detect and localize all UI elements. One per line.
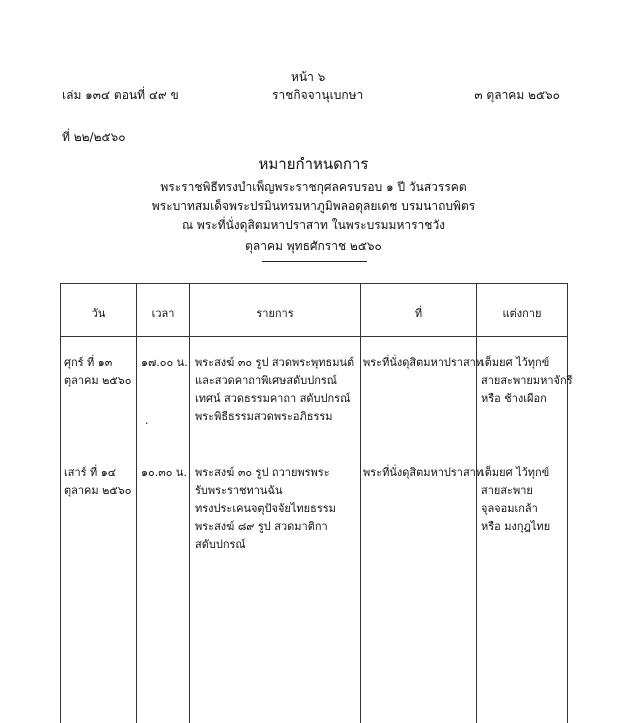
- table-row-time: ๑๗.๐๐ น.: [141, 356, 188, 369]
- subtitle-line: ตุลาคม พุทธศักราช ๒๕๖๐: [245, 239, 382, 253]
- column-divider: [476, 284, 477, 723]
- column-header-time: เวลา: [151, 307, 175, 320]
- table-row-time: ๑๐.๓๐ น.: [141, 466, 187, 479]
- page-number: หน้า ๖: [291, 70, 326, 84]
- table-row-place: พระที่นั่งดุสิตมหาปราสาท: [363, 356, 484, 369]
- volume-issue: เล่ม ๑๓๔ ตอนที่ ๔๙ ข: [62, 88, 179, 102]
- table-row-items: [195, 354, 354, 426]
- item-line: สดับปกรณ์: [195, 538, 246, 551]
- item-line: รับพระราชทานฉัน: [195, 484, 283, 497]
- title-underline: [262, 261, 367, 262]
- column-divider: [189, 284, 190, 723]
- item-line: พระสงฆ์ ๘๙ รูป สวดมาติกา: [195, 520, 328, 533]
- column-header-dress: แต่งกาย: [502, 307, 542, 320]
- table-row-dress: [481, 464, 550, 536]
- dress-line: สายสะพาย: [481, 484, 533, 497]
- stray-mark: .: [145, 414, 149, 427]
- column-header-items: รายการ: [256, 307, 294, 320]
- column-divider: [136, 284, 137, 723]
- item-line: และสวดคาถาพิเศษสดับปกรณ์: [195, 374, 337, 387]
- column-header-place: ที่: [414, 307, 423, 320]
- day-line: ศุกร์ ที่ ๑๓: [64, 356, 113, 369]
- item-line: พระสงฆ์ ๓๐ รูป ถวายพรพระ: [195, 466, 330, 479]
- dress-line: จุลจอมเกล้า: [481, 502, 538, 515]
- header-divider: [61, 336, 567, 337]
- day-line: เสาร์ ที่ ๑๔: [64, 466, 117, 479]
- column-header-day: วัน: [91, 307, 106, 320]
- table-row-day: [64, 354, 131, 390]
- table-row-place: พระที่นั่งดุสิตมหาปราสาท: [363, 466, 484, 479]
- subtitle-line: พระบาทสมเด็จพระปรมินทรมหาภูมิพลอดุลยเดช บรมนาถบพิตร: [151, 199, 476, 213]
- dress-line: หรือ มงกุฎไทย: [481, 520, 551, 533]
- document-title: หมายกำหนดการ: [258, 155, 369, 173]
- item-line: ทรงประเคนจตุปัจจัยไทยธรรม: [195, 502, 336, 515]
- gazette-meta-row: [62, 86, 560, 102]
- table-row-dress: [481, 354, 573, 408]
- subtitle-line: พระราชพิธีทรงบำเพ็ญพระราชกุศลครบรอบ ๑ ปี วันสวรรคต: [160, 180, 467, 194]
- table-row-day: [64, 464, 131, 500]
- column-divider: [360, 284, 361, 723]
- item-line: พระพิธีธรรมสวดพระอภิธรรม: [195, 410, 333, 423]
- day-line: ตุลาคม ๒๕๖๐: [64, 484, 132, 497]
- document-number: ที่ ๒๒/๒๕๖๐: [62, 130, 126, 144]
- item-line: พระสงฆ์ ๓๐ รูป สวดพระพุทธมนต์: [195, 356, 355, 369]
- dress-line: สายสะพายมหาจักรี: [481, 374, 573, 387]
- gazette-name: ราชกิจจานุเบกษา: [272, 88, 364, 102]
- table-row-items: [195, 464, 336, 554]
- dress-line: หรือ ช้างเผือก: [481, 392, 547, 405]
- item-line: เทศน์ สวดธรรมคาถา สดับปกรณ์: [195, 392, 351, 405]
- gazette-date: ๓ ตุลาคม ๒๕๖๐: [474, 88, 560, 102]
- dress-line: เต็มยศ ไว้ทุกข์: [481, 356, 550, 369]
- schedule-table: [60, 283, 573, 723]
- dress-line: เต็มยศ ไว้ทุกข์: [481, 466, 550, 479]
- day-line: ตุลาคม ๒๕๖๐: [64, 374, 132, 387]
- subtitle-line: ณ พระที่นั่งดุสิตมหาปราสาท ในพระบรมมหาราชวัง: [181, 218, 446, 232]
